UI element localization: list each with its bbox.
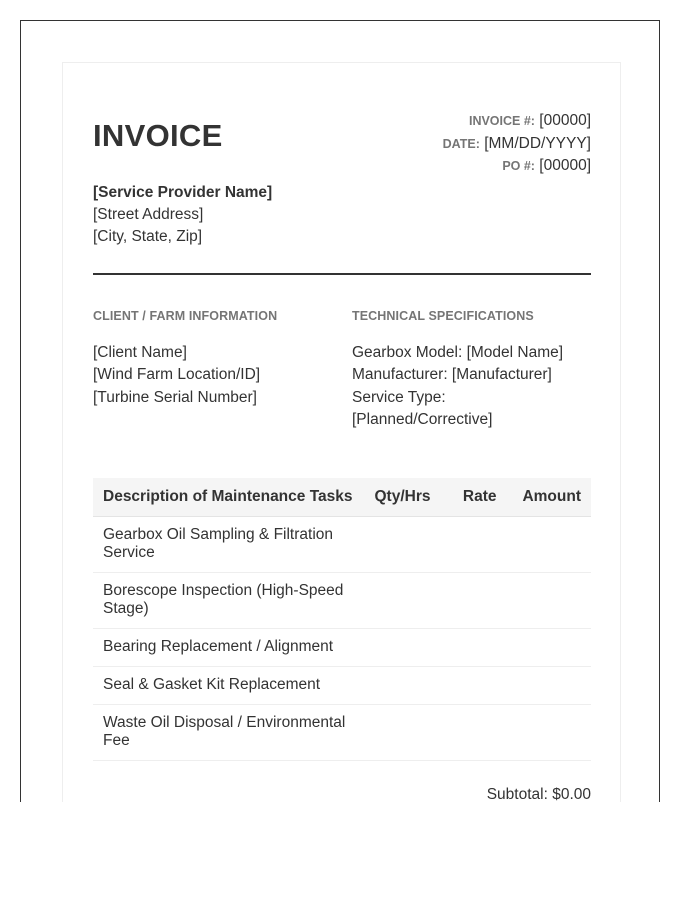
header-qty: Qty/Hrs (363, 478, 441, 517)
invoice-meta (443, 110, 591, 178)
invoice-number-value: [00000] (539, 112, 591, 129)
provider-street: [Street Address] (93, 206, 204, 223)
spec-service-type-label: Service Type: (352, 388, 446, 406)
po-number-row (443, 155, 591, 178)
task-qty (363, 629, 441, 667)
task-rate (441, 705, 507, 761)
client-turbine-serial: [Turbine Serial Number] (93, 388, 257, 406)
header-divider (93, 273, 591, 275)
provider-block (93, 182, 272, 248)
table-row (93, 705, 591, 761)
client-name: [Client Name] (93, 344, 187, 361)
task-qty (363, 705, 441, 761)
task-amount (507, 573, 592, 629)
header-amount: Amount (507, 478, 592, 517)
page-frame (20, 20, 660, 802)
table-header-row (93, 478, 591, 517)
invoice-paper (62, 62, 621, 802)
task-amount (507, 705, 592, 761)
provider-city: [City, State, Zip] (93, 228, 203, 245)
spec-manufacturer: Manufacturer: [Manufacturer] (352, 366, 552, 384)
provider-name: [Service Provider Name] (93, 184, 273, 201)
table-row (93, 667, 591, 705)
table-row (93, 573, 591, 629)
task-rate (441, 629, 507, 667)
client-location: [Wind Farm Location/ID] (93, 366, 261, 384)
client-section (93, 309, 333, 409)
task-rate (441, 517, 507, 573)
table-row (93, 629, 591, 667)
task-qty (363, 517, 441, 573)
invoice-date-value: [MM/DD/YYYY] (484, 134, 591, 152)
client-heading: CLIENT / FARM INFORMATION (93, 309, 278, 323)
task-description: Gearbox Oil Sampling & Filtration Service (93, 517, 363, 573)
task-rate (441, 667, 507, 705)
task-qty (363, 573, 441, 629)
spec-gearbox-model: Gearbox Model: [Model Name] (352, 344, 564, 361)
spec-service-type-value: [Planned/Corrective] (352, 410, 493, 428)
po-number-value: [00000] (539, 157, 591, 174)
invoice-number-row (443, 110, 591, 133)
task-rate (441, 573, 507, 629)
po-number-label: PO #: (502, 159, 535, 173)
tasks-table (93, 478, 591, 761)
invoice-date-row (443, 133, 591, 156)
task-amount (507, 667, 592, 705)
task-amount (507, 629, 592, 667)
task-description: Bearing Replacement / Alignment (93, 629, 363, 667)
invoice-number-label: INVOICE #: (468, 114, 535, 128)
specs-section (352, 309, 592, 431)
invoice-title: INVOICE (93, 118, 223, 153)
subtotal: Subtotal: $0.00 (486, 786, 591, 802)
task-description: Borescope Inspection (High-Speed Stage) (93, 573, 363, 629)
task-qty (363, 667, 441, 705)
task-description: Seal & Gasket Kit Replacement (93, 667, 363, 705)
table-row (93, 517, 591, 573)
task-amount (507, 517, 592, 573)
header-rate: Rate (441, 478, 507, 517)
invoice-date-label: DATE: (442, 136, 480, 151)
task-description: Waste Oil Disposal / Environmental Fee (93, 705, 363, 761)
specs-heading: TECHNICAL SPECIFICATIONS (352, 309, 534, 323)
header-description: Description of Maintenance Tasks (93, 478, 363, 517)
